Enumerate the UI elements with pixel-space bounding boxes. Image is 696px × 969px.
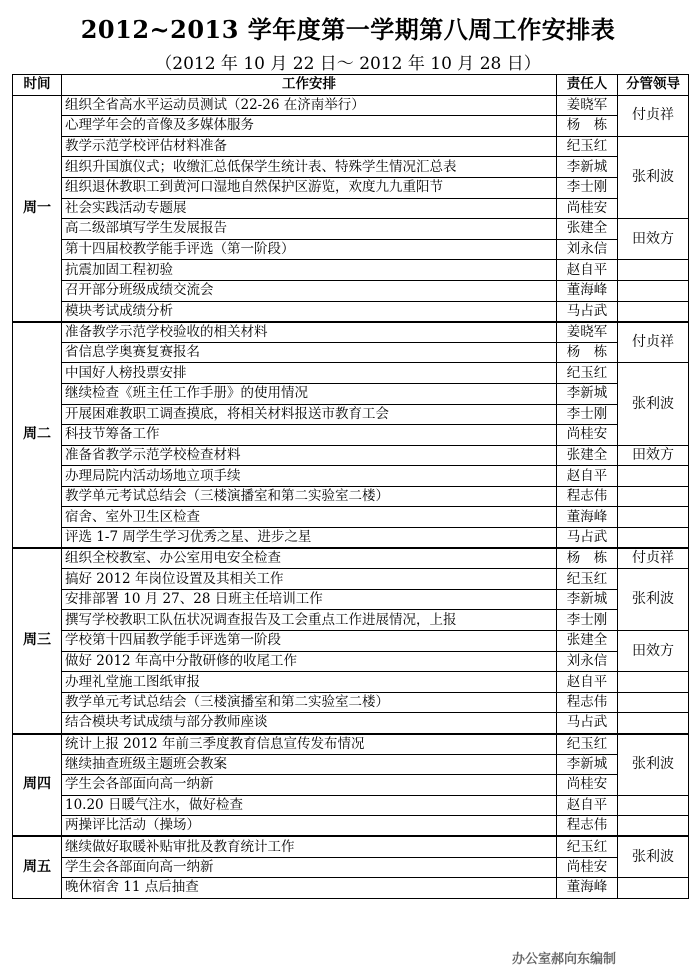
- leader-cell: 张利波: [618, 734, 689, 796]
- person-cell: 杨 栋: [557, 342, 618, 363]
- task-cell: 科技节筹备工作: [62, 425, 557, 446]
- leader-cell: [618, 486, 689, 507]
- task-cell: 模块考试成绩分析: [62, 301, 557, 322]
- leader-cell: 张利波: [618, 363, 689, 445]
- person-cell: 程志伟: [557, 486, 618, 507]
- person-cell: 李新城: [557, 383, 618, 404]
- table-row: [13, 301, 689, 322]
- task-cell: 继续做好取暖补贴审批及教育统计工作: [62, 836, 557, 857]
- leader-cell: 付贞祥: [618, 95, 689, 136]
- leader-cell: [618, 692, 689, 713]
- leader-cell: [618, 301, 689, 322]
- table-row: [13, 878, 689, 899]
- table-row: [13, 672, 689, 693]
- table-row: [13, 404, 689, 425]
- leader-cell: 张利波: [618, 569, 689, 631]
- schedule-body: [13, 95, 689, 898]
- leader-cell: 张利波: [618, 136, 689, 218]
- leader-cell: 张利波: [618, 836, 689, 877]
- person-cell: 董海峰: [557, 507, 618, 528]
- table-row: [13, 507, 689, 528]
- table-row: [13, 795, 689, 816]
- task-cell: 高二级部填写学生发展报告: [62, 219, 557, 240]
- person-cell: 尚桂安: [557, 425, 618, 446]
- task-cell: 搞好 2012 年岗位设置及其相关工作: [62, 569, 557, 590]
- table-row: [13, 569, 689, 590]
- task-cell: 学生会各部面向高一纳新: [62, 775, 557, 796]
- person-cell: 程志伟: [557, 692, 618, 713]
- task-cell: 评选 1-7 周学生学习优秀之星、进步之星: [62, 528, 557, 549]
- person-cell: 张建全: [557, 631, 618, 652]
- person-cell: 董海峰: [557, 280, 618, 301]
- day-cell: 周三: [13, 548, 62, 733]
- person-cell: 李新城: [557, 157, 618, 178]
- page-title: 2012~2013 学年度第一学期第八周工作安排表: [80, 15, 616, 44]
- task-cell: 结合模块考试成绩与部分教师座谈: [62, 713, 557, 734]
- person-cell: 杨 栋: [557, 116, 618, 137]
- person-cell: 纪玉红: [557, 836, 618, 857]
- person-cell: 赵自平: [557, 466, 618, 487]
- task-cell: 教学单元考试总结会（三楼演播室和第二实验室二楼）: [62, 486, 557, 507]
- person-cell: 刘永信: [557, 239, 618, 260]
- table-row: [13, 631, 689, 652]
- person-cell: 纪玉红: [557, 734, 618, 755]
- task-cell: 组织全校教室、办公室用电安全检查: [62, 548, 557, 569]
- leader-cell: [618, 280, 689, 301]
- task-cell: 两操评比活动（操场）: [62, 816, 557, 837]
- table-row: [13, 692, 689, 713]
- person-cell: 纪玉红: [557, 136, 618, 157]
- person-cell: 马占武: [557, 301, 618, 322]
- table-row: [13, 713, 689, 734]
- leader-cell: [618, 672, 689, 693]
- leader-cell: [618, 528, 689, 549]
- table-row: [13, 157, 689, 178]
- leader-cell: [618, 795, 689, 816]
- task-cell: 统计上报 2012 年前三季度教育信息宣传发布情况: [62, 734, 557, 755]
- table-row: [13, 528, 689, 549]
- leader-cell: 田效方: [618, 631, 689, 672]
- task-cell: 第十四届校教学能手评选（第一阶段）: [62, 239, 557, 260]
- table-row: [13, 116, 689, 137]
- leader-cell: 田效方: [618, 445, 689, 466]
- task-cell: 开展困难教职工调查摸底，将相关材料报送市教育工会: [62, 404, 557, 425]
- table-row: [13, 775, 689, 796]
- header-time: 时间: [13, 75, 62, 96]
- person-cell: 李新城: [557, 754, 618, 775]
- day-cell: 周二: [13, 322, 62, 549]
- task-cell: 省信息学奥赛复赛报名: [62, 342, 557, 363]
- footer-note: 办公室郝向东编制: [511, 952, 616, 967]
- task-cell: 召开部分班级成绩交流会: [62, 280, 557, 301]
- day-cell: 周五: [13, 836, 62, 898]
- leader-cell: [618, 878, 689, 899]
- day-cell: 周四: [13, 734, 62, 837]
- day-cell: 周一: [13, 95, 62, 322]
- person-cell: 尚桂安: [557, 857, 618, 878]
- table-row: [13, 136, 689, 157]
- table-row: [13, 425, 689, 446]
- task-cell: 学生会各部面向高一纳新: [62, 857, 557, 878]
- person-cell: 尚桂安: [557, 775, 618, 796]
- task-cell: 组织升国旗仪式；收缴汇总低保学生统计表、特殊学生情况汇总表: [62, 157, 557, 178]
- person-cell: 尚桂安: [557, 198, 618, 219]
- table-row: [13, 177, 689, 198]
- task-cell: 安排部署 10 月 27、28 日班主任培训工作: [62, 589, 557, 610]
- header-leader: 分管领导: [618, 75, 689, 96]
- task-cell: 继续检查《班主任工作手册》的使用情况: [62, 383, 557, 404]
- table-row: [13, 857, 689, 878]
- header-row: [13, 75, 689, 96]
- table-row: [13, 445, 689, 466]
- table-row: [13, 280, 689, 301]
- schedule-table: [12, 74, 689, 899]
- person-cell: 纪玉红: [557, 569, 618, 590]
- person-cell: 姜晓军: [557, 322, 618, 343]
- table-row: [13, 548, 689, 569]
- task-cell: 办理礼堂施工图纸审报: [62, 672, 557, 693]
- task-cell: 晚休宿舍 11 点后抽查: [62, 878, 557, 899]
- task-cell: 宿舍、室外卫生区检查: [62, 507, 557, 528]
- person-cell: 程志伟: [557, 816, 618, 837]
- table-row: [13, 363, 689, 384]
- leader-cell: [618, 507, 689, 528]
- table-row: [13, 322, 689, 343]
- table-row: [13, 466, 689, 487]
- person-cell: 张建全: [557, 219, 618, 240]
- task-cell: 心理学年会的音像及多媒体服务: [62, 116, 557, 137]
- task-cell: 办理局院内活动场地立项手续: [62, 466, 557, 487]
- table-row: [13, 219, 689, 240]
- table-row: [13, 198, 689, 219]
- header-person: 责任人: [557, 75, 618, 96]
- task-cell: 准备省教学示范学校检查材料: [62, 445, 557, 466]
- table-row: [13, 486, 689, 507]
- table-row: [13, 754, 689, 775]
- person-cell: 纪玉红: [557, 363, 618, 384]
- task-cell: 继续抽查班级主题班会教案: [62, 754, 557, 775]
- person-cell: 赵自平: [557, 795, 618, 816]
- table-row: [13, 239, 689, 260]
- table-row: [13, 816, 689, 837]
- person-cell: 赵自平: [557, 260, 618, 281]
- task-cell: 社会实践活动专题展: [62, 198, 557, 219]
- task-cell: 抗震加固工程初验: [62, 260, 557, 281]
- person-cell: 李士刚: [557, 404, 618, 425]
- task-cell: 撰写学校教职工队伍状况调查报告及工会重点工作进展情况，上报: [62, 610, 557, 631]
- person-cell: 张建全: [557, 445, 618, 466]
- task-cell: 组织全省高水平运动员测试（22-26 在济南举行）: [62, 95, 557, 116]
- person-cell: 杨 栋: [557, 548, 618, 569]
- leader-cell: 田效方: [618, 219, 689, 260]
- person-cell: 马占武: [557, 713, 618, 734]
- leader-cell: [618, 260, 689, 281]
- person-cell: 李士刚: [557, 610, 618, 631]
- task-cell: 组织退休教职工到黄河口湿地自然保护区游览，欢度九九重阳节: [62, 177, 557, 198]
- table-row: [13, 260, 689, 281]
- table-row: [13, 734, 689, 755]
- task-cell: 10.20 日暖气注水，做好检查: [62, 795, 557, 816]
- person-cell: 赵自平: [557, 672, 618, 693]
- person-cell: 董海峰: [557, 878, 618, 899]
- person-cell: 姜晓军: [557, 95, 618, 116]
- task-cell: 准备教学示范学校验收的相关材料: [62, 322, 557, 343]
- leader-cell: 付贞祥: [618, 322, 689, 363]
- table-row: [13, 651, 689, 672]
- table-row: [13, 383, 689, 404]
- task-cell: 做好 2012 年高中分散研修的收尾工作: [62, 651, 557, 672]
- leader-cell: 付贞祥: [618, 548, 689, 569]
- leader-cell: [618, 713, 689, 734]
- person-cell: 刘永信: [557, 651, 618, 672]
- leader-cell: [618, 466, 689, 487]
- table-row: [13, 836, 689, 857]
- person-cell: 马占武: [557, 528, 618, 549]
- task-cell: 中国好人榜投票安排: [62, 363, 557, 384]
- task-cell: 学校第十四届教学能手评选第一阶段: [62, 631, 557, 652]
- table-row: [13, 610, 689, 631]
- task-cell: 教学单元考试总结会（三楼演播室和第二实验室二楼）: [62, 692, 557, 713]
- table-row: [13, 342, 689, 363]
- person-cell: 李士刚: [557, 177, 618, 198]
- task-cell: 教学示范学校评估材料准备: [62, 136, 557, 157]
- header-task: 工作安排: [62, 75, 557, 96]
- leader-cell: [618, 816, 689, 837]
- table-row: [13, 95, 689, 116]
- date-range: （2012 年 10 月 22 日～ 2012 年 10 月 28 日）: [155, 54, 541, 74]
- person-cell: 李新城: [557, 589, 618, 610]
- table-row: [13, 589, 689, 610]
